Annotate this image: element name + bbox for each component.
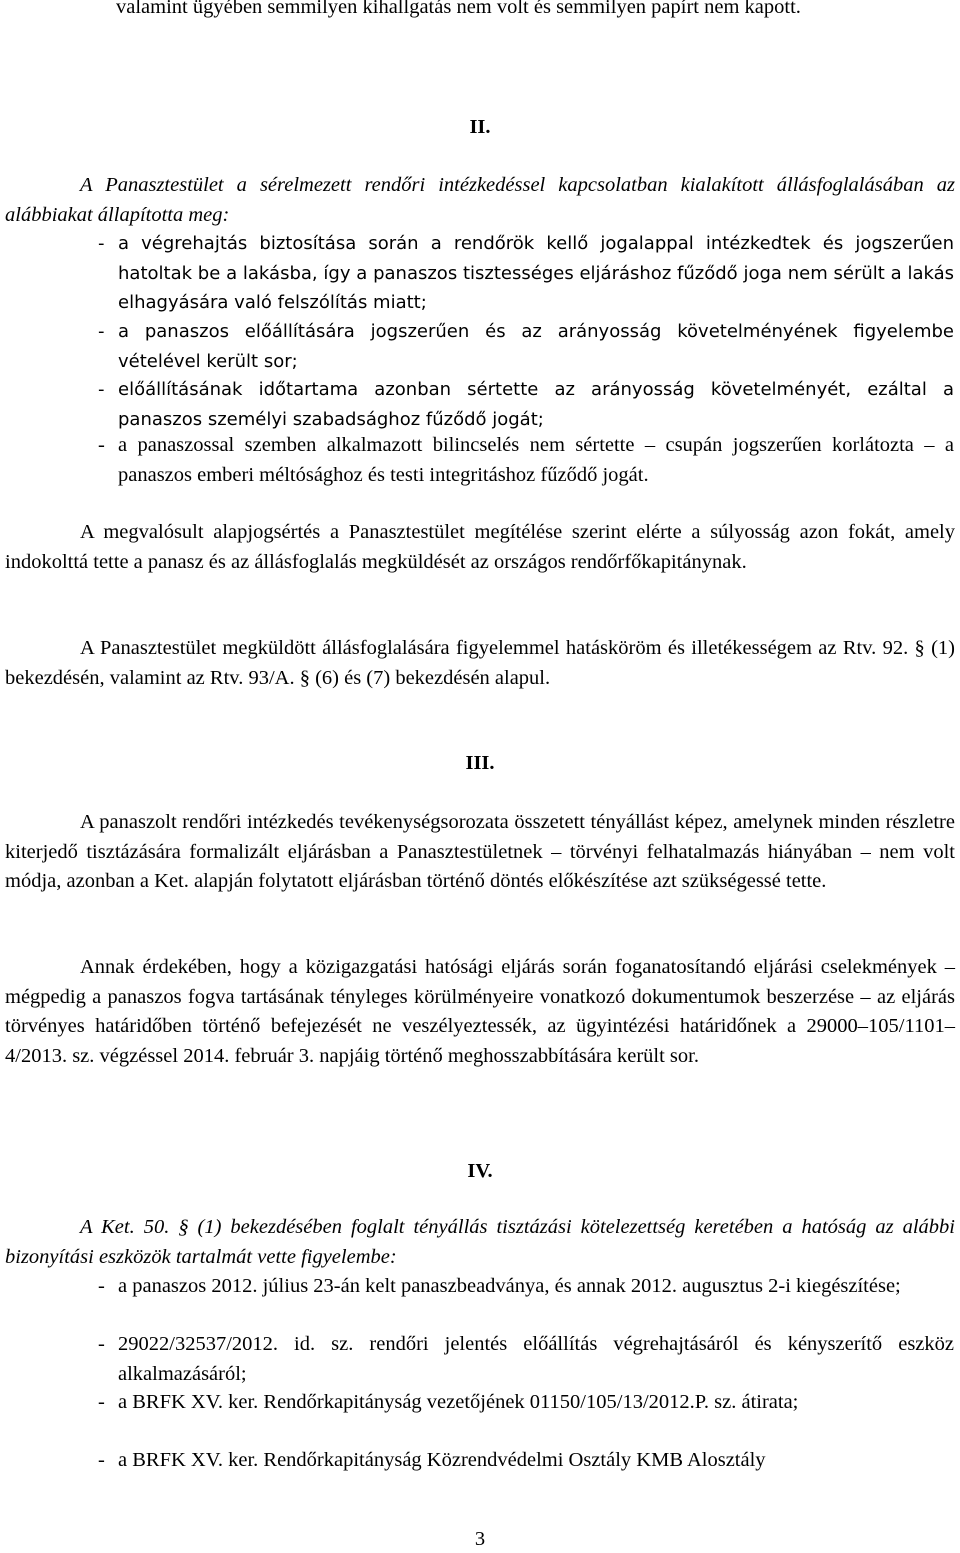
section-ii-paragraph-1: A megvalósult alapjogsértés a Panasztestület megítélése szerint elérte a súlyosság azon fokát, amely indokolttá tette a panasz és az állásfoglalás megküldését az országos rendőrfőkapitánynak. [5,521,955,573]
section-heading-iii: III. [465,752,495,774]
list-item-text: 29022/32537/2012. id. sz. rendőri jelentés előállítás végrehajtásáról és kényszerítő eszköz alkalmazásáról; [118,1333,954,1385]
intro-continuation: valamint ügyében semmilyen kihallgatás nem volt és semmilyen papírt nem kapott. [116,0,801,18]
list-item-text: a BRFK XV. ker. Rendőrkapitányság vezetőjének 01150/105/13/2012.P. sz. átirata; [118,1391,799,1413]
list-item-text: a panaszos 2012. július 23-án kelt panaszbeadványa, és annak 2012. augusztus 2-i kiegészítése; [118,1275,901,1297]
list-item-text: előállításának időtartama azonban sértette az arányosság követelményét, ezáltal a panaszos személyi szabadsághoz fűződő jogát; [118,379,954,430]
section-iv-lead: A Ket. 50. § (1) bekezdésében foglalt tényállás tisztázási kötelezettség keretében a hatóság az alábbi bizonyítási eszközök tartalmát vette figyelembe: [5,1216,955,1268]
list-item: - a BRFK XV. ker. Rendőrkapitányság vezetőjének 01150/105/13/2012.P. sz. átirata; [118,1388,954,1418]
list-item: - a panaszos 2012. július 23-án kelt panaszbeadványa, és annak 2012. augusztus 2-i kiegészítése; [118,1272,954,1302]
list-item: - előállításának időtartama azonban sértette az arányosság követelményét, ezáltal a panaszos személyi szabadsághoz fűződő jogát; [118,375,954,434]
section-iii-paragraph-2: Annak érdekében, hogy a közigazgatási hatósági eljárás során foganatosítandó eljárási cselekmények – mégpedig a panaszos fogva tartásának tényleges körülményeire vonatkozó dokumentumok beszerzése – az eljárás törvényes határidőben történő befejezését ne veszélyeztessék, az ügyintézési határidőnek a 29000–105/1101–4/2013. sz. végzéssel 2014. február 3. napjáig történő meghosszabbítására került sor. [5,956,955,1067]
list-item: - a panaszossal szemben alkalmazott bilincselés nem sértette – csupán jogszerűen korlátozta – a panaszos emberi méltósághoz és testi integritáshoz fűződő jogát. [118,431,954,490]
list-item: - a BRFK XV. ker. Rendőrkapitányság Közrendvédelmi Osztály KMB Alosztály [118,1446,954,1476]
page-number: 3 [474,1528,486,1550]
list-item: - a végrehajtás biztosítása során a rendőrök kellő jogalappal intézkedtek és jogszerűen hatoltak be a lakásba, így a panaszos tisztességes eljáráshoz fűződő joga nem sérült a lakás elhagyására való felszólítás miatt; [118,229,954,318]
list-item-text: a panaszos előállítására jogszerűen és az arányosság követelményének figyelembe vételével került sor; [118,321,954,372]
list-item-text: a BRFK XV. ker. Rendőrkapitányság Közrendvédelmi Osztály KMB Alosztály [118,1449,766,1471]
section-iii-paragraph-1: A panaszolt rendőri intézkedés tevékenységsorozata összetett tényállást képez, amelynek minden részletre kiterjedő tisztázására formalizált eljárásban a Panasztestületnek – törvényi felhatalmazás hiányában – nem volt módja, azonban a Ket. alapján folytatott eljárásban történő döntés előkészítése azt szükségessé tette. [5,811,955,892]
section-ii-paragraph-2: A Panasztestület megküldött állásfoglalására figyelemmel hatásköröm és illetékességem az Rtv. 92. § (1) bekezdésén, valamint az Rtv. 93/A. § (6) és (7) bekezdésén alapul. [5,637,955,689]
section-heading-ii: II. [469,116,491,138]
list-item: - a panaszos előállítására jogszerűen és az arányosság követelményének figyelembe vételével került sor; [118,317,954,376]
list-item: - 29022/32537/2012. id. sz. rendőri jelentés előállítás végrehajtásáról és kényszerítő eszköz alkalmazásáról; [118,1330,954,1389]
section-heading-iv: IV. [467,1160,493,1182]
section-ii-lead: A Panasztestület a sérelmezett rendőri intézkedéssel kapcsolatban kialakított állásfoglalásában az alábbiakat állapította meg: [5,174,955,226]
list-item-text: a végrehajtás biztosítása során a rendőrök kellő jogalappal intézkedtek és jogszerűen hatoltak be a lakásba, így a panaszos tisztességes eljáráshoz fűződő joga nem sérült a lakás elhagyására való felszólítás miatt; [118,233,954,313]
list-item-text: a panaszossal szemben alkalmazott bilincselés nem sértette – csupán jogszerűen korlátozta – a panaszos emberi méltósághoz és testi integritáshoz fűződő jogát. [118,434,954,486]
